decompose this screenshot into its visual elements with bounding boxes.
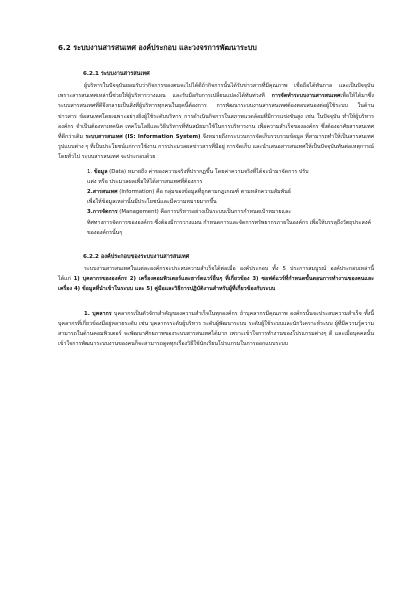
paragraph-text: บุคลากรเป็นตัวจักรสำคัญของความสำเร็จในทุกองค์กร ถ้าบุคลากรมีคุณภาพ องค์กรนั้นจะประสบความสำเร็จ ทั้งนี้บุคลากรที่เกี่ยวข้องมีอยู่หลายระดับ เช่น บุคลากรระดับผู้บริหาร ระดับผู้พัฒนาระบบ ระดับผู้ใช้ระบบและนักวิเคราะห์ระบบ ผู้ที่มีความรู้ความสามารถในด้านคอมพิวเตอร์ จะพัฒนาศักยภาพของระบบสารสนเทศได้มาก เพราะเข้าใจการทำงานของโปรแกรมต่างๆ ดี และเมื่อบุคคลนั้นเข้าใจการพัฒนาระบบงานของคนก็จะสามารถดูดทุกเรื่องวิธีใช้นักเรียนโปรแกรมในการออกแบบระบบ: [58, 310, 374, 348]
section-title: 6.2 ระบบงานสารสนเทศ องค์ประกอบ และวงจรการพัฒนาระบบ: [58, 43, 257, 52]
subsection-title-6-2-2: 6.2.2 องค์ประกอบของระบบงานสารสนเทศ: [83, 254, 190, 261]
paragraph-text: ระบบงานสารสนเทศในแต่ละองค์กรจะประสบความสำเร็จได้ต่อเมื่อ องค์ประกอบ ทั้ง 5 ประการสมบูรณ์ องค์ประกอบเหล่านี้ ได้แก่: [58, 266, 374, 283]
list-item-text-continued: เพื่อให้ข้อมูลเหล่านั้นมีประโยชน์และมีความหมายมากขึ้น: [87, 199, 217, 206]
paragraph-text: จึงหมายถึงกระบวนการจัดเก็บรวบรวมข้อมูล ที่สามารถทำให้เป็นสารสนเทศรูปแบบต่าง ๆ ที่เป็นประโยชน์แก่การใช้งาน การประมวลผลข่าวสารที่มีอยู่ การจัดเก็บ และนำเสนอสารสนเทศให้เป็นปัจจุบันทันต่อเหตุการณ์ โดยทั่วไป ระบบสารสนเทศ จะประกอบด้วย: [58, 134, 374, 161]
list-item-term: สารสนเทศ: [92, 189, 118, 196]
list-item-number: 2.: [87, 189, 93, 196]
spacer: [58, 238, 374, 252]
emphasis-text: 1) บุคลากรขององค์กร 2) เครื่องคอมพิวเตอร์และฮาร์ดแวร์อื่นๆ ที่เกี่ยวข้อง 3) ซอฟต์แวร์ที่กำหนดขั้นตอนการทำงานของคนและเครื่อง 4) ข้อมูลที่นำเข้าในระบบ และ 5) คู่มือและวิธีการปฏิบัติงานสำหรับผู้ที่เกี่ยวข้องกับระบบ: [58, 276, 374, 293]
list-item-term: การจัดการ: [92, 209, 118, 216]
emphasis-text: 1. บุคลากร: [84, 310, 112, 317]
list-item-number: 3.: [87, 209, 93, 216]
list-item-text: (Management) คือการบริหารอย่างเป็นระบบเป็นการกำหนดเป้าหมายและ: [117, 209, 292, 216]
list-item-text: (Information) คือ กลุ่มของข้อมูลที่ถูกตามกฎเกณฑ์ ตามหลักความสัมพันธ์: [117, 189, 292, 196]
paragraph-personnel: [58, 309, 374, 350]
emphasis-text: ระบบสารสนเทศ (IS: Information System): [85, 134, 201, 141]
list-item-term: ข้อมูล: [93, 168, 108, 175]
paragraph-text: เพื่อให้ได้มาซึ่งระบบสารสนเทศที่ดีจึงกลายเป็นสิ่งที่ผู้บริหารทุกคนในยุคนี้ต้องการ การพัฒนาระบบงานสารสนเทศต้องตอบสนองต่อผู้ใช้ระบบ ในด้านข่าวสาร ข้อสนเทศโดยเฉพาะอย่างยิ่งผู้ใช้ระดับบริหาร การดำเนินกิจการในสภาพแวดล้อมที่มีการแข่งขันสูง เช่น ในปัจจุบัน ทำให้ผู้บริหารองค์กร จำเป็นต้องหาเทคนิค เทคโนโลยีและวิธีบริหารที่ทันสมัยมาใช้ในการบริหารงาน เพื่อความสำเร็จขององค์กร ซึ่งต้องอาศัยสารสนเทศที่ดีกว่าเดิม: [58, 93, 374, 141]
subsection-title-6-2-1: 6.2.1 ระบบงานสารสนเทศ: [83, 71, 150, 77]
list-item: [87, 187, 374, 207]
spacer: [58, 295, 374, 309]
list-item-text-continued: ทิศทางการจัดการขององค์กร ซึ่งต้องมีการวางแผน กำหนดการและจัดการทรัพยากรภายในองค์กร เพื่อให้บรรลุถึงวัตถุประสงค์ขององค์กรนั้นๆ: [87, 219, 371, 236]
paragraph-information-systems: [58, 81, 374, 163]
list-item: [87, 207, 374, 238]
paragraph-text: ผู้บริหารในปัจจุบันยอมรับว่ากิจการของตนจะไปได้ดีถ้ากิจการนั้นได้รับข่าวสารที่มีคุณภาพ เชื่อถือได้ทันกาล และเป็นปัจจุบัน เพราะสารสนเทศเหล่านี้ช่วยให้ผู้บริหารวางแผน และรับมือกับการเปลี่ยนแปลงได้ทันท่วงที: [58, 83, 374, 100]
paragraph-components: [58, 264, 374, 295]
emphasis-text: การจัดทำระบบงานสารสนเทศ: [271, 93, 341, 100]
list-item-text-continued: แต่ง หรือ ประมวลผลเพื่อให้ได้สารสนเทศที่ต้องการ: [87, 178, 203, 185]
list-item: [87, 167, 374, 187]
components-list: [58, 167, 374, 238]
list-item-number: 1.: [87, 168, 94, 175]
list-item-text: (Data) หมายถึง ค่าของความจริงที่ปรากฏขึ้น โดยค่าความจริงที่ได้จะนำมาจัดการ ปรับ: [107, 168, 309, 175]
